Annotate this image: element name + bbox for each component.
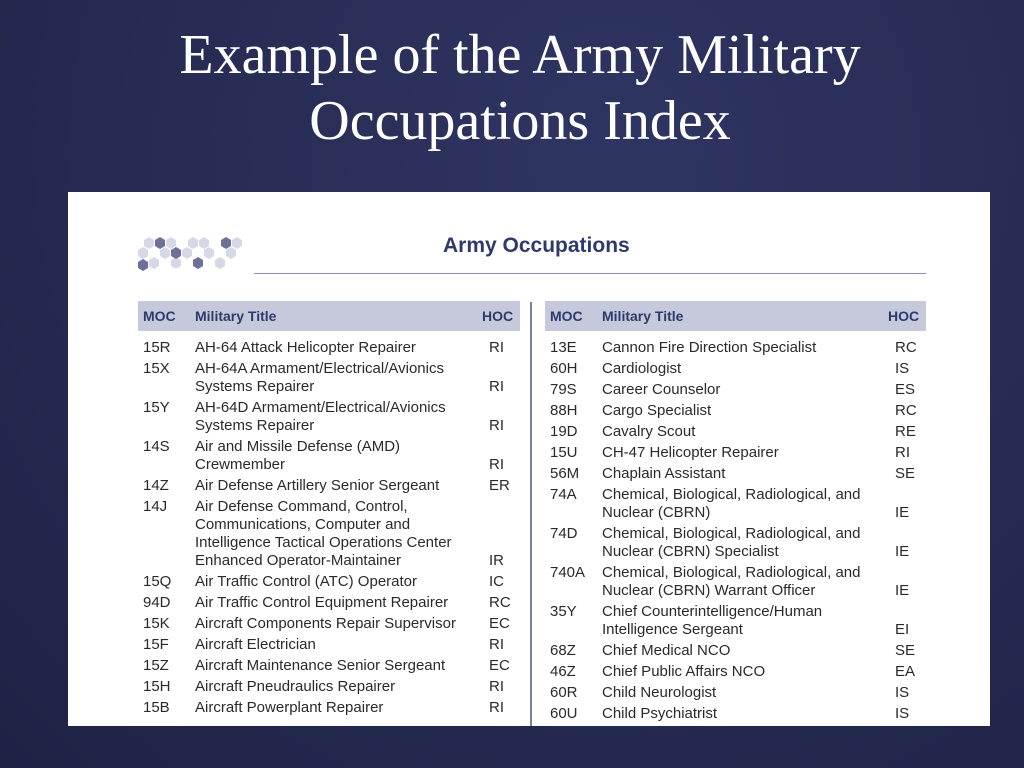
- hoc-cell: RI: [489, 339, 504, 356]
- moc-cell: 15B: [143, 699, 170, 716]
- military-title-cell: Air Defense Command, Control, Communications, Computer and Intelligence Tactical Operations Center Enhanced Operator-Maintainer: [195, 498, 452, 569]
- slide-title-line-1: Example of the Army Military: [179, 24, 861, 86]
- moc-cell: 46Z: [550, 663, 576, 680]
- hoc-cell: RI: [489, 417, 504, 434]
- moc-cell: 15Z: [143, 657, 169, 674]
- military-title-cell: Aircraft Components Repair Supervisor: [195, 615, 456, 632]
- moc-cell: 88H: [550, 402, 578, 419]
- hoc-cell: RI: [895, 444, 910, 461]
- military-title-cell: Cargo Specialist: [602, 402, 712, 419]
- military-title-cell: Chemical, Biological, Radiological, and Nuclear (CBRN) Warrant Officer: [602, 564, 861, 599]
- table-row: [545, 564, 926, 600]
- moc-cell: 60H: [550, 360, 578, 377]
- table-row: [138, 657, 520, 675]
- moc-cell: 56M: [550, 465, 580, 482]
- military-title-cell: Air Defense Artillery Senior Sergeant: [195, 477, 440, 494]
- hoc-cell: IE: [895, 504, 910, 521]
- slide-title: [0, 22, 1024, 154]
- table-row: [138, 594, 520, 612]
- table-row: [138, 615, 520, 633]
- table-row: [545, 402, 926, 420]
- hoc-cell: IS: [895, 705, 910, 722]
- military-title-cell: Aircraft Maintenance Senior Sergeant: [195, 657, 446, 674]
- moc-cell: 13E: [550, 339, 577, 356]
- table-row: [545, 486, 926, 522]
- hoc-cell: RC: [895, 402, 917, 419]
- moc-cell: 15Q: [143, 573, 172, 590]
- table-row: [138, 678, 520, 696]
- military-title-cell: Cannon Fire Direction Specialist: [602, 339, 817, 356]
- header-moc: MOC: [143, 308, 176, 324]
- military-title-cell: Cardiologist: [602, 360, 682, 377]
- military-title-cell: Child Neurologist: [602, 684, 717, 701]
- military-title-cell: Air Traffic Control Equipment Repairer: [195, 594, 449, 611]
- hoc-cell: RI: [489, 678, 504, 695]
- occupations-table-right: [545, 301, 926, 726]
- table-row: [545, 339, 926, 357]
- hoc-cell: IR: [489, 552, 504, 569]
- table-row: [138, 498, 520, 570]
- hoc-cell: EI: [895, 621, 910, 638]
- hoc-cell: RI: [489, 456, 504, 473]
- table-row: [545, 642, 926, 660]
- table-row: [138, 438, 520, 474]
- military-title-cell: Air and Missile Defense (AMD) Crewmember: [195, 438, 401, 473]
- hoc-cell: EC: [489, 615, 510, 632]
- military-title-cell: CH-47 Helicopter Repairer: [602, 444, 779, 461]
- hoc-cell: RI: [489, 378, 504, 395]
- military-title-cell: Chief Medical NCO: [602, 642, 731, 659]
- hoc-cell: IE: [895, 543, 910, 560]
- hoc-cell: IS: [895, 360, 910, 377]
- moc-cell: 35Y: [550, 603, 577, 620]
- moc-cell: 740A: [550, 564, 586, 581]
- hoc-cell: IC: [489, 573, 504, 590]
- hoc-cell: EC: [489, 657, 510, 674]
- table-row: [138, 339, 520, 357]
- moc-cell: 15U: [550, 444, 578, 461]
- hoc-cell: IE: [895, 582, 910, 599]
- header-hoc: HOC: [888, 308, 920, 324]
- table-row: [138, 477, 520, 495]
- hoc-cell: IS: [895, 684, 910, 701]
- table-row: [545, 525, 926, 561]
- header-moc: MOC: [550, 308, 583, 324]
- moc-cell: 15Y: [143, 399, 170, 416]
- heading-rule: [254, 273, 926, 274]
- moc-cell: 94D: [143, 594, 171, 611]
- table-body: [138, 331, 520, 717]
- moc-cell: 60U: [550, 705, 578, 722]
- table-row: [138, 636, 520, 654]
- hoc-cell: SE: [895, 642, 916, 659]
- card-heading: Army Occupations: [443, 234, 630, 257]
- military-title-cell: Chief Public Affairs NCO: [602, 663, 766, 680]
- military-title-cell: Career Counselor: [602, 381, 721, 398]
- hoc-cell: SE: [895, 465, 916, 482]
- moc-cell: 74A: [550, 486, 577, 503]
- moc-cell: 15H: [143, 678, 171, 695]
- military-title-cell: AH-64 Attack Helicopter Repairer: [195, 339, 416, 356]
- table-row: [545, 465, 926, 483]
- military-title-cell: Chemical, Biological, Radiological, and Nuclear (CBRN) Specialist: [602, 525, 861, 560]
- table-row: [138, 399, 520, 435]
- hoc-cell: ER: [489, 477, 510, 494]
- occupations-index-card: [68, 192, 990, 726]
- hoc-cell: EA: [895, 663, 916, 680]
- table-header: [138, 301, 520, 331]
- hoc-cell: RI: [489, 636, 504, 653]
- header-military-title: Military Title: [602, 308, 684, 324]
- hoc-cell: RE: [895, 423, 916, 440]
- military-title-cell: Aircraft Electrician: [195, 636, 316, 653]
- moc-cell: 15F: [143, 636, 169, 653]
- military-title-cell: AH-64D Armament/Electrical/Avionics Systems Repairer: [195, 399, 446, 434]
- military-title-cell: Aircraft Pneudraulics Repairer: [195, 678, 396, 695]
- moc-cell: 15R: [143, 339, 171, 356]
- moc-cell: 19D: [550, 423, 578, 440]
- table-row: [545, 444, 926, 462]
- table-row: [545, 684, 926, 702]
- moc-cell: 14J: [143, 498, 168, 515]
- hoc-cell: ES: [895, 381, 916, 398]
- table-row: [138, 699, 520, 717]
- table-row: [138, 573, 520, 591]
- moc-cell: 14S: [143, 438, 170, 455]
- moc-cell: 68Z: [550, 642, 576, 659]
- hoc-cell: RC: [895, 339, 917, 356]
- moc-cell: 79S: [550, 381, 577, 398]
- military-title-cell: Air Traffic Control (ATC) Operator: [195, 573, 417, 590]
- header-military-title: Military Title: [195, 308, 277, 324]
- military-title-cell: AH-64A Armament/Electrical/Avionics Systems Repairer: [195, 360, 444, 395]
- military-title-cell: Aircraft Powerplant Repairer: [195, 699, 384, 716]
- table-row: [545, 705, 926, 723]
- moc-cell: 60R: [550, 684, 578, 701]
- military-title-cell: Cavalry Scout: [602, 423, 696, 440]
- military-title-cell: Child Psychiatrist: [602, 705, 718, 722]
- military-title-cell: Chief Counterintelligence/Human Intelligence Sergeant: [602, 603, 823, 638]
- military-title-cell: Chemical, Biological, Radiological, and Nuclear (CBRN): [602, 486, 861, 521]
- hexagon-pattern-icon: [136, 236, 248, 276]
- hoc-cell: RC: [489, 594, 511, 611]
- moc-cell: 15K: [143, 615, 170, 632]
- header-hoc: HOC: [482, 308, 514, 324]
- table-row: [545, 360, 926, 378]
- military-title-cell: Chaplain Assistant: [602, 465, 726, 482]
- table-row: [545, 381, 926, 399]
- slide-title-line-2: Occupations Index: [309, 90, 731, 152]
- table-row: [545, 423, 926, 441]
- table-body: [545, 331, 926, 723]
- moc-cell: 14Z: [143, 477, 169, 494]
- moc-cell: 15X: [143, 360, 170, 377]
- hoc-cell: RI: [489, 699, 504, 716]
- table-row: [545, 603, 926, 639]
- table-row: [545, 663, 926, 681]
- moc-cell: 74D: [550, 525, 578, 542]
- column-divider: [530, 302, 532, 726]
- occupations-table-left: [138, 301, 520, 720]
- table-header: [545, 301, 926, 331]
- table-row: [138, 360, 520, 396]
